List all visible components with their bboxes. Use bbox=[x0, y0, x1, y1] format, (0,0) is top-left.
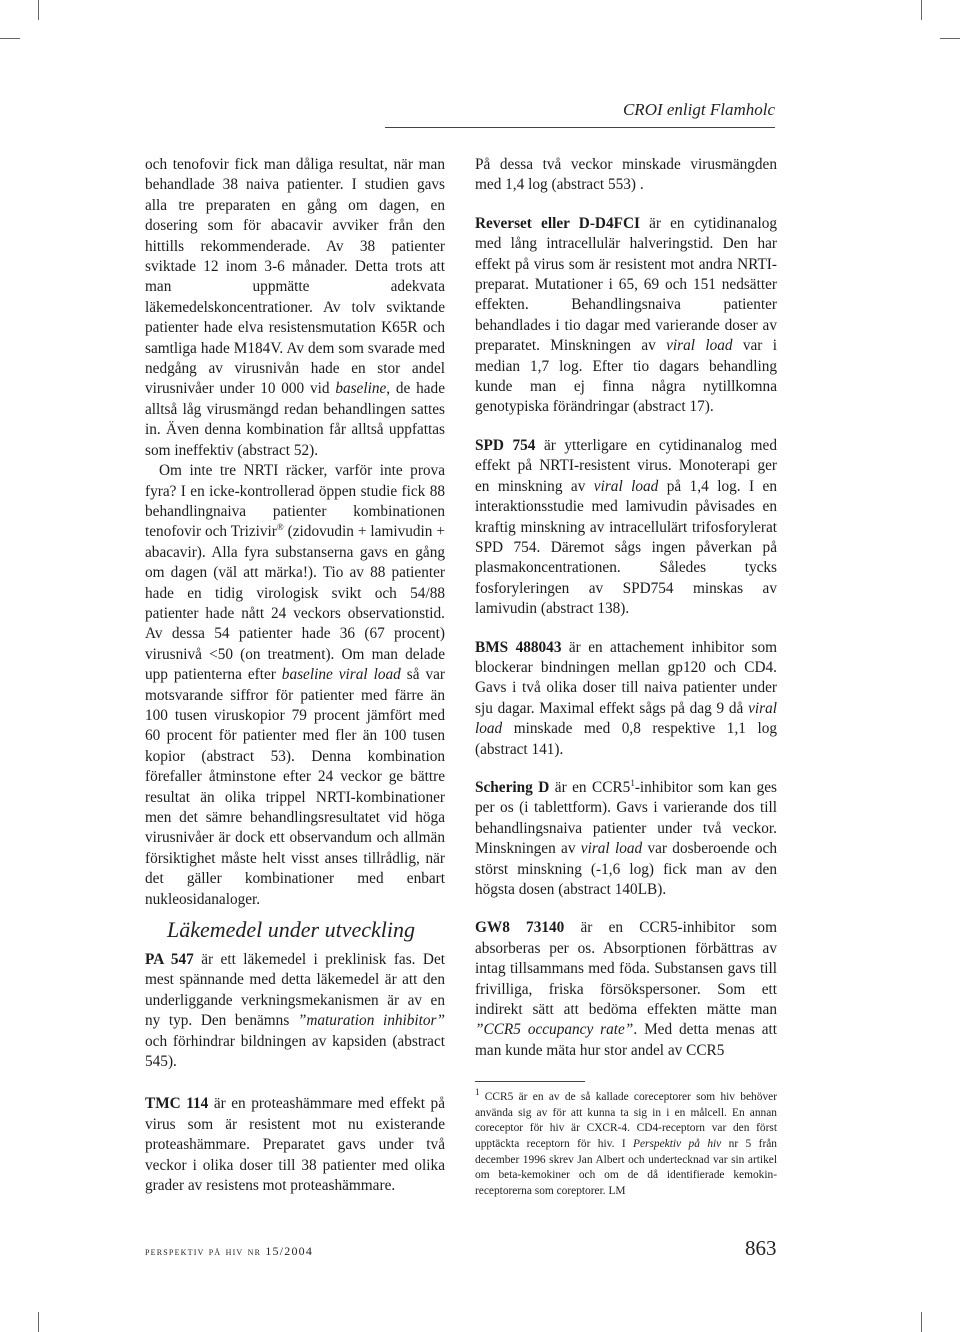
header-rule bbox=[385, 127, 775, 128]
page-number: 863 bbox=[745, 1236, 777, 1260]
crop-mark-top-right bbox=[921, 0, 922, 20]
paragraph-reverset: Reverset eller D-D4FCI är en cytidinanalog med lång intracellulär halveringstid. Den har effekt på virus som är resistent mot andra NRTI-preparat. Mutationer i 65, 69 och 151 nedsätter effekten. Behandlingsnaiva patienter behandlades i tio dagar med varierande doser av preparatet. Minskningen av viral load var i median 1,7 log. Efter tio dagars behandling kunde man ej finna några nytillkomna genotypiska förändringar (abstract 17). bbox=[475, 214, 777, 416]
footnote: $^1$ CCR5 är en av de så kallade coreceptorer som hiv behöver använda sig av för att kunna ta sig in i en målcell. En annan coreceptor för hiv är CXCR-4. CD4-receptorn var den först upptäckta receptorn för hiv. I Perspektiv på hiv nr 5 från december 1996 skrev Jan Albert och undertecknad var sin artikel om beta-kemokiner och om de då identifierade kemokin-receptorerna som coreptorer. LM bbox=[475, 1087, 777, 1197]
running-header: CROI enligt Flamholc bbox=[622, 100, 775, 119]
paragraph-pa547: PA 547 är ett läkemedel i preklinisk fas. Det mest spännande med detta läkemedel är att den underliggande verkningsmekanismen är av en ny typ. Den benämns ”maturation inhibitor” och förhindrar bildningen av kapsiden (abstract 545). bbox=[145, 951, 445, 1071]
crop-mark-bottom-right bbox=[921, 1312, 922, 1332]
paragraph: På dessa två veckor minskade virusmängden med 1,4 log (abstract 553) . bbox=[475, 156, 777, 194]
paragraph-tmc114: TMC 114 är en proteashämmare med effekt på virus som är resistent mot nu existerande proteashämmare. Preparatet gavs under två veckor i olika doser till 38 patienter med olika grader av resistens mot proteashämmare. bbox=[145, 1095, 445, 1195]
crop-mark-top-left bbox=[38, 0, 39, 20]
paragraph: Om inte tre NRTI räcker, varför inte prova fyra? I en icke-kontrollerad öppen studie fick 88 behandlingnaiva patienter kombinationen tenofovir och Trizivir® (zidovudin + lamivudin + abacavir). Alla fyra substanserna gavs en gång om dagen (väl att märka!). Tio av 88 patienter hade en tidig virologisk svikt och 54/88 patienter hade nått 24 veckors observationstid. Av dessa 54 patienter hade 36 (67 procent) virusnivå <50 (on treatment). Om man delade upp patienterna efter baseline viral load så var motsvarande siffror för patienter med färre än 100 tusen viruskopior 79 procent jämfört med 60 procent för patienter med fler än 100 tusen kopior (abstract 53). Denna kombination förefaller åtminstone efter 24 veckor ge bättre resultat än olika trippel NRTI-kombinationer men det sämre behandlingsresultatet vid höga virusnivåer är dock ett observandum och allmän försiktighet måste helt visst anses tillrådlig, när det gäller kombinationer med enbart nukleosidanaloger. bbox=[145, 462, 445, 908]
journal-footer: perspektiv på hiv nr 15/2004 bbox=[145, 1244, 314, 1258]
crop-mark-bottom-left bbox=[38, 1312, 39, 1332]
paragraph-bms488043: BMS 488043 är en attachement inhibitor som blockerar bindningen mellan gp120 och CD4. Gavs i två olika doser till naiva patienter under sju dagar. Maximal effekt sågs på dag 9 då viral load minskade med 0,8 respektive 1,1 log (abstract 141). bbox=[475, 638, 777, 758]
crop-mark-top-right-h bbox=[940, 38, 960, 39]
paragraph: och tenofovir fick man dåliga resultat, när man behandlade 38 naiva patienter. I studien gavs alla tre preparaten en gång om dagen, en dosering som för abacavir avviker från den hittills rekommenderade. Av 38 patienter sviktade 12 inom 3-6 månader. Detta trots att man uppmätte adekvata läkemedelskoncentrationer. Av tolv sviktande patienter hade elva resistensmutation K65R och samtliga hade M184V. Av dem som svarade med nedgång av virusnivån hade en stor andel virusnivåer under 10 000 vid baseline, de hade alltså låg virusmängd redan behandlingen sattes in. Även denna kombination får alltså uppfattas som ineffektiv (abstract 52). bbox=[145, 156, 445, 459]
paragraph-spd754: SPD 754 är ytterligare en cytidinanalog med effekt på NRTI-resistent virus. Monoterapi ger en minskning av viral load på 1,4 log. I en interaktionsstudie med lamivudin påvisades en kraftig minskning av intracellulärt trifosforylerat SPD 754. Däremot sågs ingen påverkan på plasmakoncentrationen. Således tycks fosforyleringen av SPD754 minskas av lamivudin (abstract 138). bbox=[475, 436, 777, 618]
crop-mark-top-left-h bbox=[0, 38, 20, 39]
paragraph-schering-d: Schering D är en $CCR5^1$-inhibitor som kan ges per os (i tablettform). Gavs i varierande dos till behandlingsnaiva patienter under två veckor. Minskningen av viral load var dosberoende och störst minskning (-1,6 log) fick man av den högsta dosen (abstract 140LB). bbox=[475, 777, 777, 898]
footnote-rule bbox=[475, 1081, 585, 1082]
section-heading: Läkemedel under utveckling bbox=[167, 917, 416, 943]
left-column bbox=[145, 155, 445, 1197]
paragraph-gw873140: GW8 73140 är en CCR5-inhibitor som absorberas per os. Absorptionen förbättras av intag tillsammans med föda. Substansen gavs till frivilliga, friska försökspersoner. Som ett indirekt sätt att bedöma effekten mätte man ”CCR5 occupancy rate”. Med detta menas att man kunde mäta hur stor andel av CCR5 bbox=[475, 919, 777, 1059]
right-column bbox=[475, 155, 777, 1199]
